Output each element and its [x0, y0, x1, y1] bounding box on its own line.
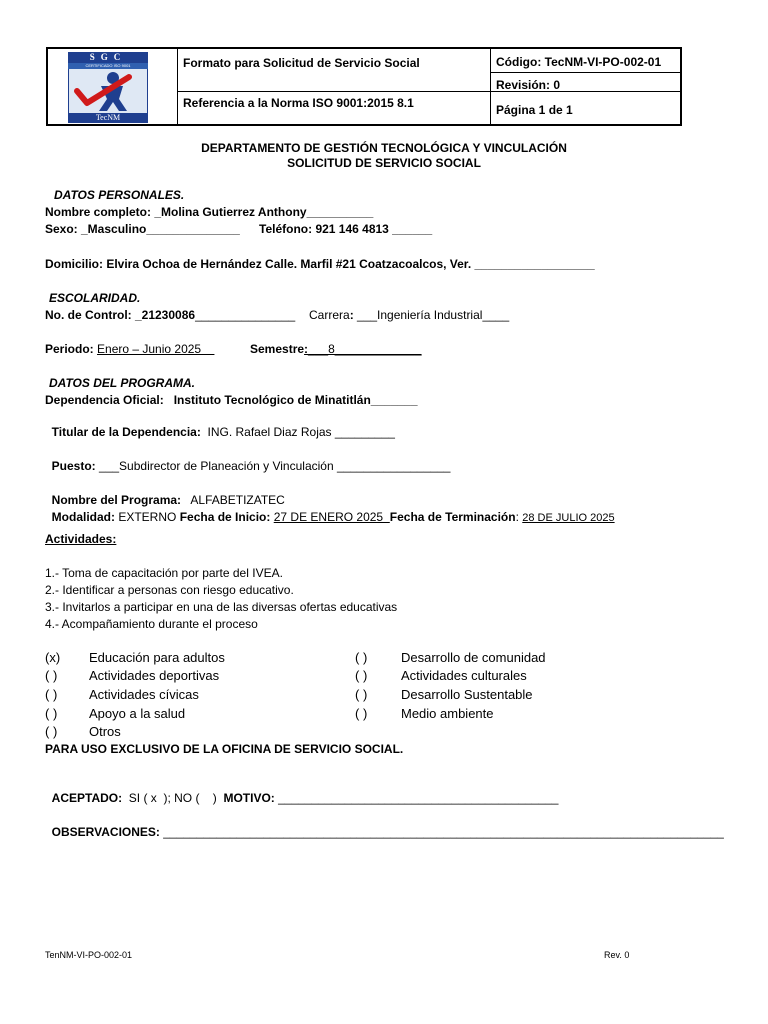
logo-bottom-text: TecNM: [68, 113, 148, 123]
semester-label: Semestre: [250, 342, 305, 356]
holder-field: [45, 411, 395, 439]
option-mark-sports[interactable]: ( ): [45, 668, 58, 683]
revision-number: Revisión: 0: [496, 78, 561, 92]
option-label-environment: Medio ambiente: [401, 706, 494, 721]
header-divider: [490, 72, 680, 73]
option-mark-environment[interactable]: ( ): [355, 706, 368, 721]
department-title: DEPARTAMENTO DE GESTIÓN TECNOLÓGICA Y VINCULACIÓN: [201, 141, 567, 155]
holder-value: ING. Rafael Diaz Rojas _________: [200, 425, 395, 439]
format-title: Formato para Solicitud de Servicio Social: [183, 56, 420, 70]
accepted-label: ACEPTADO:: [51, 791, 123, 805]
activity-item: 2.- Identificar a personas con riesgo educativo.: [45, 583, 294, 597]
activity-item: 3.- Invitarlos a participar en una de las diversas ofertas educativas: [45, 600, 398, 614]
phone-field: Teléfono: 921 146 4813 ______: [259, 222, 433, 236]
position-field: [45, 445, 450, 473]
observations-blank[interactable]: ____________________________________________________________________________________: [159, 825, 724, 839]
option-label-civic: Actividades cívicas: [89, 687, 199, 702]
option-mark-civic[interactable]: ( ): [45, 687, 58, 702]
program-name-value: ALFABETIZATEC: [181, 493, 285, 507]
accepted-value[interactable]: SI ( x ); NO ( ): [122, 791, 224, 805]
header-divider: [177, 49, 178, 124]
control-number-label: No. de Control: _21230086: [45, 308, 196, 322]
end-date-label: Fecha de Terminación: [389, 510, 516, 524]
program-section-title: DATOS DEL PROGRAMA.: [49, 376, 196, 390]
logo-top-text: SGC: [68, 52, 148, 63]
career-label: Carrera: [309, 308, 350, 322]
start-date-value: 27 DE ENERO 2025: [273, 510, 390, 524]
acceptance-field: [45, 777, 558, 805]
option-label-sports: Actividades deportivas: [89, 668, 220, 683]
period-value: Enero – Junio 2025: [97, 342, 215, 356]
sex-field: Sexo: _Masculino______________: [45, 222, 240, 236]
form-title: SOLICITUD DE SERVICIO SOCIAL: [287, 156, 481, 170]
logo-cert-text: CERTIFICADO ISO 9001: [68, 63, 148, 69]
holder-label: Titular de la Dependencia:: [51, 425, 201, 439]
semester-field: [250, 342, 422, 356]
observations-label: OBSERVACIONES:: [51, 825, 160, 839]
option-label-community: Desarrollo de comunidad: [401, 650, 546, 665]
document-code: Código: TecNM-VI-PO-002-01: [496, 55, 662, 69]
reason-label: MOTIVO:: [223, 791, 275, 805]
person-check-icon: [69, 69, 147, 113]
period-label: Periodo:: [45, 342, 98, 356]
norm-reference: Referencia a la Norma ISO 9001:2015 8.1: [183, 96, 414, 110]
modality-label: Modalidad:: [51, 510, 115, 524]
option-mark-community[interactable]: ( ): [355, 650, 368, 665]
address-field: Domicilio: Elvira Ochoa de Hernández Calle. Marfil #21 Coatzacoalcos, Ver. __________________: [45, 257, 595, 271]
reason-blank[interactable]: __________________________________________: [274, 791, 559, 805]
school-section-title: ESCOLARIDAD.: [49, 291, 141, 305]
option-label-others: Otros: [89, 724, 121, 739]
career-field: [309, 308, 509, 322]
footer-revision: Rev. 0: [604, 950, 630, 960]
activities-section-title: Actividades:: [45, 532, 117, 546]
footer-code: TenNM-VI-PO-002-01: [45, 950, 133, 960]
option-mark-cultural[interactable]: ( ): [355, 668, 368, 683]
option-label-cultural: Actividades culturales: [401, 668, 527, 683]
tecnm-sgc-logo: [68, 52, 148, 123]
activity-item: 1.- Toma de capacitación por parte del IVEA.: [45, 566, 283, 580]
header-divider: [177, 91, 680, 92]
position-label: Puesto:: [51, 459, 96, 473]
observations-field: [45, 811, 724, 839]
option-label-health: Apoyo a la salud: [89, 706, 186, 721]
logo-emblem: [68, 69, 148, 113]
semester-value: ___8_____________: [308, 342, 422, 356]
option-label-sustainable: Desarrollo Sustentable: [401, 687, 533, 702]
option-mark-sustainable[interactable]: ( ): [355, 687, 368, 702]
office-use-title: PARA USO EXCLUSIVO DE LA OFICINA DE SERVICIO SOCIAL.: [45, 742, 404, 756]
position-value: ___Subdirector de Planeación y Vinculación _________________: [95, 459, 451, 473]
end-date-value: 28 DE JULIO 2025: [522, 512, 615, 524]
option-mark-others[interactable]: ( ): [45, 724, 58, 739]
option-label-adult-education: Educación para adultos: [89, 650, 225, 665]
modality-value: EXTERNO: [115, 510, 180, 524]
page-number: Página 1 de 1: [496, 103, 573, 117]
period-field: [45, 342, 214, 356]
dates-field: [45, 496, 615, 524]
start-date-label: Fecha de Inicio:: [179, 510, 274, 524]
personal-section-title: DATOS PERSONALES.: [54, 188, 185, 202]
program-name-label: Nombre del Programa:: [51, 493, 182, 507]
control-number-blank: _______________: [195, 308, 296, 322]
activity-item: 4.- Acompañamiento durante el proceso: [45, 617, 258, 631]
end-date-colon: :: [515, 510, 523, 524]
dependency-field: Dependencia Oficial: Instituto Tecnológico de Minatitlán_______: [45, 393, 418, 407]
control-number-field: [45, 308, 295, 322]
option-mark-adult-education[interactable]: (x): [45, 650, 61, 665]
option-mark-health[interactable]: ( ): [45, 706, 58, 721]
career-value: ___Ingeniería Industrial____: [353, 308, 510, 322]
semester-colon: :: [304, 342, 309, 356]
header-table: [46, 47, 682, 126]
full-name-field: Nombre completo: _Molina Gutierrez Anthony__________: [45, 205, 374, 219]
career-colon: :: [349, 308, 354, 322]
header-divider: [490, 49, 491, 124]
